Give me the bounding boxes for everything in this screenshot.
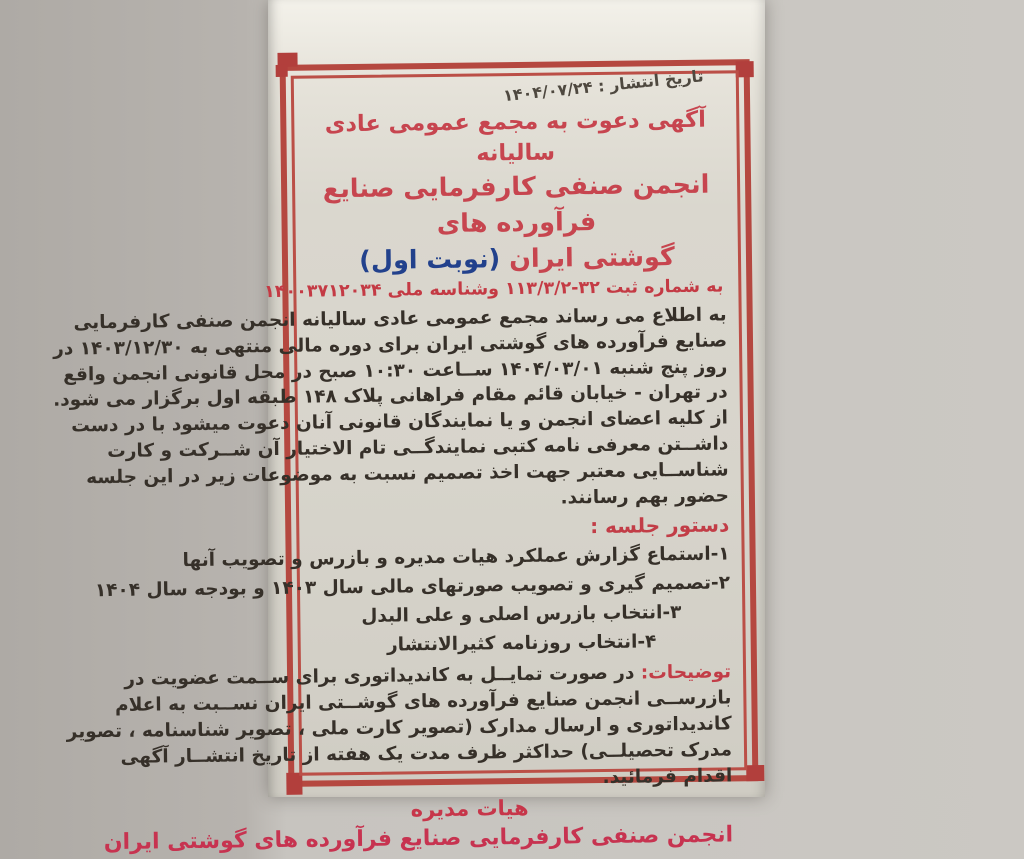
corner-ornament-bottom-right: [746, 765, 764, 781]
agenda-item: ۳-انتخاب بازرس اصلی و علی البدل: [361, 602, 682, 628]
agenda-list: [94, 540, 731, 661]
body-line: صنایع فرآورده های گوشتی ایران برای دوره مالی منتهی به ۱۴۰۳/۱۲/۳۰ در: [53, 330, 728, 360]
ad-border-frame: [53, 59, 759, 856]
notes-paragraph: [66, 660, 733, 795]
notes-line: کاندیداتوری و ارسال مدارک (تصویر کارت ملی ، تصویر شناسنامه ، تصویر: [66, 713, 732, 743]
corner-ornament-top-left-step: [276, 65, 288, 77]
agenda-item: ۱-استماع گزارش عملکرد هیات مدیره و بازرس و تصویب آنها: [182, 543, 730, 572]
registration-number: ۱۱۳/۳/۲-۳۲: [504, 278, 600, 300]
ad-content: [53, 66, 748, 856]
agenda-item: ۴-انتخاب روزنامه کثیرالانتشار: [386, 631, 657, 657]
ad-title-line3-main: گوشتی ایران: [500, 242, 675, 275]
notes-line-last: اقدام فرمائید.: [602, 765, 733, 789]
national-id-label: وشناسه ملی: [387, 279, 500, 301]
ad-title-line2: انجمن صنفی کارفرمایی صنایع فرآورده های: [322, 169, 710, 239]
publish-date: [502, 64, 723, 105]
body-line: داشــتن معرفی نامه کتبی نمایندگــی تام الاختیار آن شــرکت و کارت: [107, 433, 729, 463]
body-line: از کلیه اعضای انجمن و یا نمایندگان قانونی آنان دعوت میشود با در دست: [71, 407, 729, 437]
body-line: به اطلاع می رساند مجمع عمومی عادی سالیانه انجمن صنفی کارفرمایی: [73, 304, 727, 334]
body-line: روز پنج شنبه ۱۴۰۴/۰۳/۰۱ ســاعت ۱۰:۳۰ صبح در محل قانونی انجمن واقع: [63, 356, 728, 386]
body-line: شناســایی معتبر جهت اخذ تصمیم نسبت به موضوعات زیر در این جلسه: [85, 459, 729, 489]
body-line: در تهران - خیابان قائم مقام فراهانی پلاک ۱۴۸ طبقه اول برگزار می شود.: [53, 381, 728, 412]
publish-date-value: ۱۴۰۴/۰۷/۲۴: [502, 77, 594, 106]
scanned-newspaper-clipping: [53, 0, 765, 856]
notes-line: بازرســی انجمن صنایع فرآورده های گوشــتی ایران نســبت به اعلام: [114, 687, 732, 717]
signature-board-of-directors: هیات مدیره: [410, 796, 529, 822]
ad-title-session-note: (نوبت اول): [359, 244, 501, 276]
registration-line: [263, 274, 726, 304]
body-line-last: حضور بهم رسانند.: [560, 485, 730, 509]
notes-line: مدرک تحصیلــی) حداکثر ظرف مدت یک هفته از تاریخ انتشــار آگهی: [120, 739, 733, 769]
notes-heading: توضیحات:: [640, 661, 732, 684]
registration-label: به شماره ثبت: [605, 276, 724, 298]
corner-ornament-bottom-left: [286, 773, 302, 795]
agenda-heading: دستور جلسه :: [589, 512, 730, 539]
body-paragraph: [53, 302, 730, 513]
notes-lead-rest: در صورت تمایــل به کاندیداتوری برای ســمت عضویت در: [124, 662, 641, 691]
ad-title-line1: آگهی دعوت به مجمع عمومی عادی سالیانه: [324, 106, 707, 167]
agenda-item: ۲-تصمیم گیری و تصویب صورتهای مالی سال ۱۴۰۳ و بودجه سال ۱۴۰۴: [94, 572, 731, 602]
association-name-footer: انجمن صنفی کارفرمایی صنایع فرآورده های گوشتی ایران: [103, 822, 734, 856]
publish-date-label: تاریخ انتشار :: [597, 66, 705, 96]
national-id-number: ۱۴۰۰۳۷۱۲۰۳۴: [263, 280, 382, 303]
ad-title-line3: [308, 238, 726, 279]
